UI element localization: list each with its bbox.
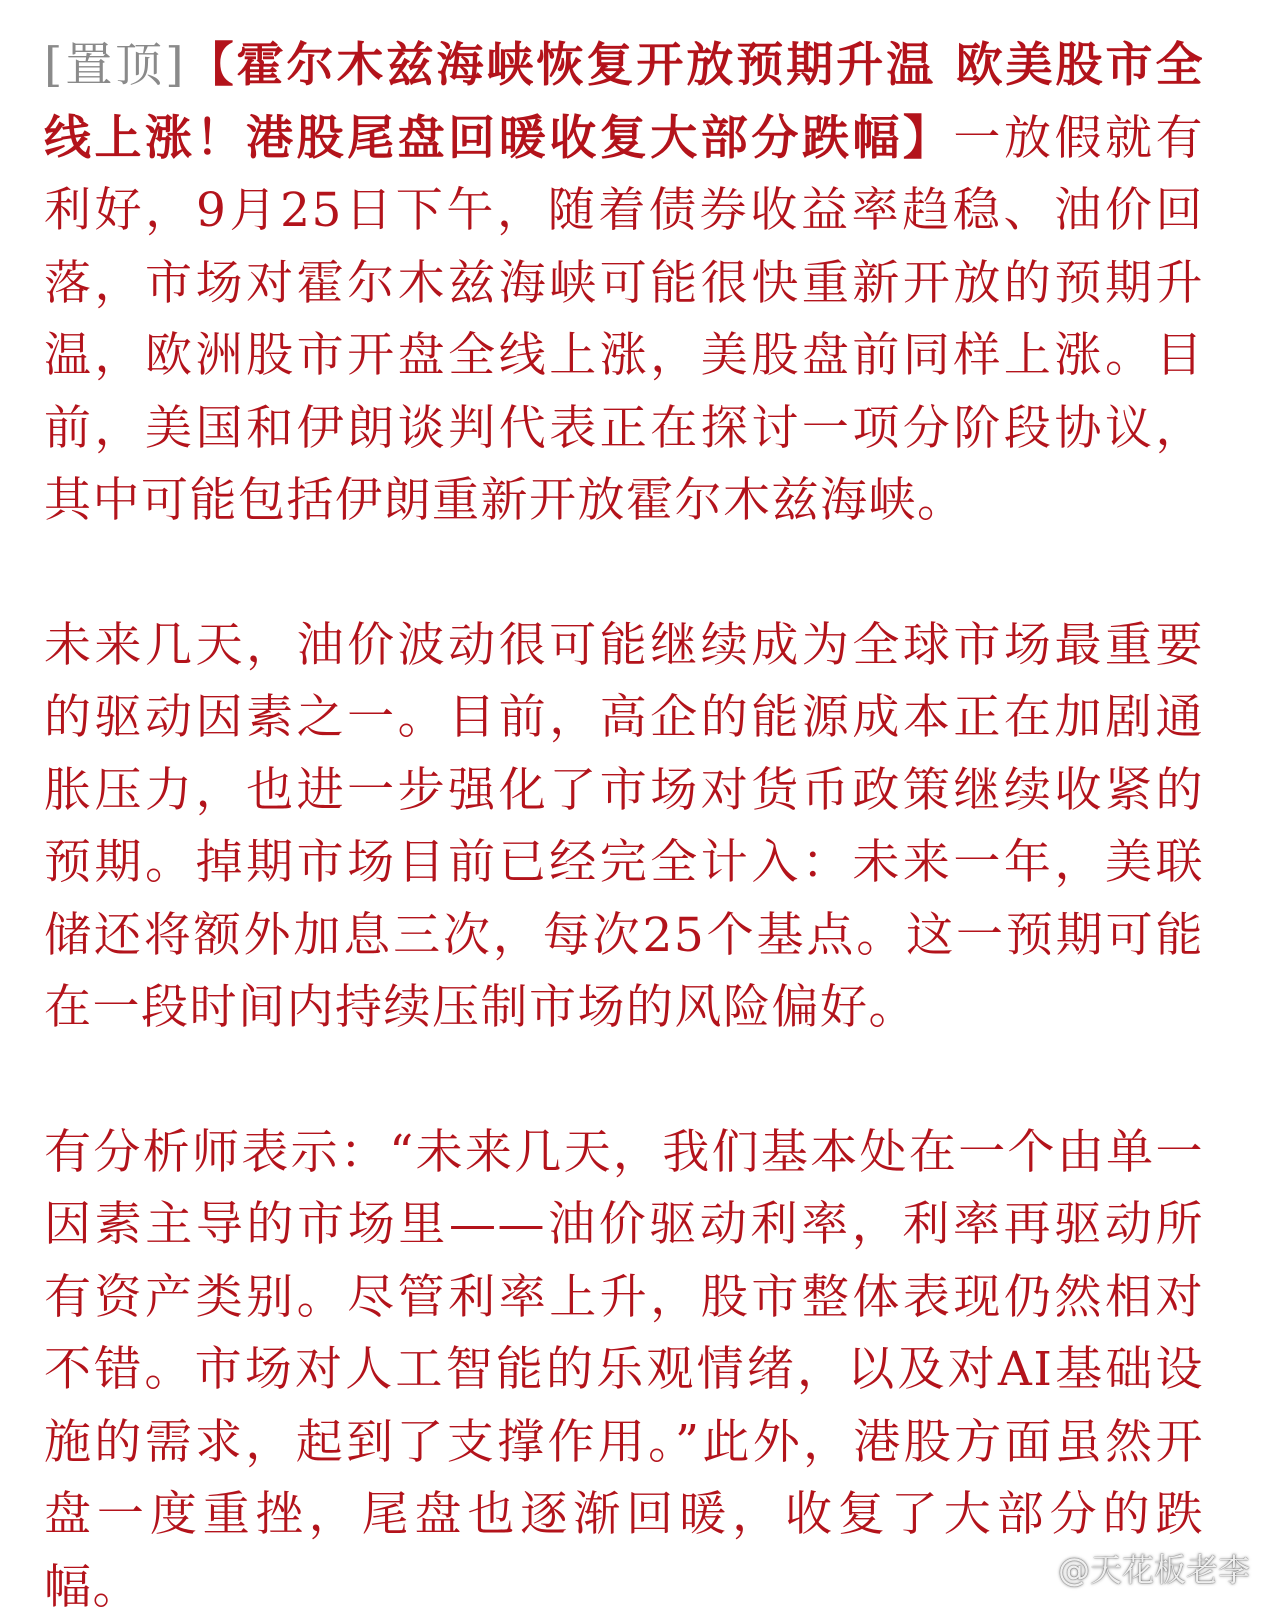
weibo-icon xyxy=(1014,1551,1054,1585)
watermark-text: @天花板老李 xyxy=(1058,1545,1250,1591)
pin-tag: [置顶] xyxy=(44,38,185,93)
article-body xyxy=(44,30,1204,1624)
watermark xyxy=(1014,1545,1250,1591)
paragraph-1-text: 一放假就有利好，9月25日下午，随着债券收益率趋稳、油价回落，市场对霍尔木兹海峡可能很快重新开放的预期升温，欧洲股市开盘全线上涨，美股盘前同样上涨。目前，美国和伊朗谈判代表正在探讨一项分阶段协议，其中可能包括伊朗重新开放霍尔木兹海峡。 xyxy=(44,111,1204,529)
paragraph-2: 未来几天，油价波动很可能继续成为全球市场最重要的驱动因素之一。目前，高企的能源成本正在加剧通胀压力，也进一步强化了市场对货币政策继续收紧的预期。掉期市场目前已经完全计入：未来一年，美联储还将额外加息三次，每次25个基点。这一预期可能在一段时间内持续压制市场的风险偏好。 xyxy=(44,610,1204,1045)
headline: 【霍尔木兹海峡恢复开放预期升温 欧美股市全线上涨！港股尾盘回暖收复大部分跌幅】 xyxy=(44,38,1204,166)
paragraph-1 xyxy=(44,30,1204,538)
paragraph-3: 有分析师表示：“未来几天，我们基本处在一个由单一因素主导的市场里——油价驱动利率，利率再驱动所有资产类别。尽管利率上升，股市整体表现仍然相对不错。市场对人工智能的乐观情绪，以及对AI基础设施的需求，起到了支撑作用。”此外，港股方面虽然开盘一度重挫，尾盘也逐渐回暖，收复了大部分的跌幅。 xyxy=(44,1117,1204,1624)
